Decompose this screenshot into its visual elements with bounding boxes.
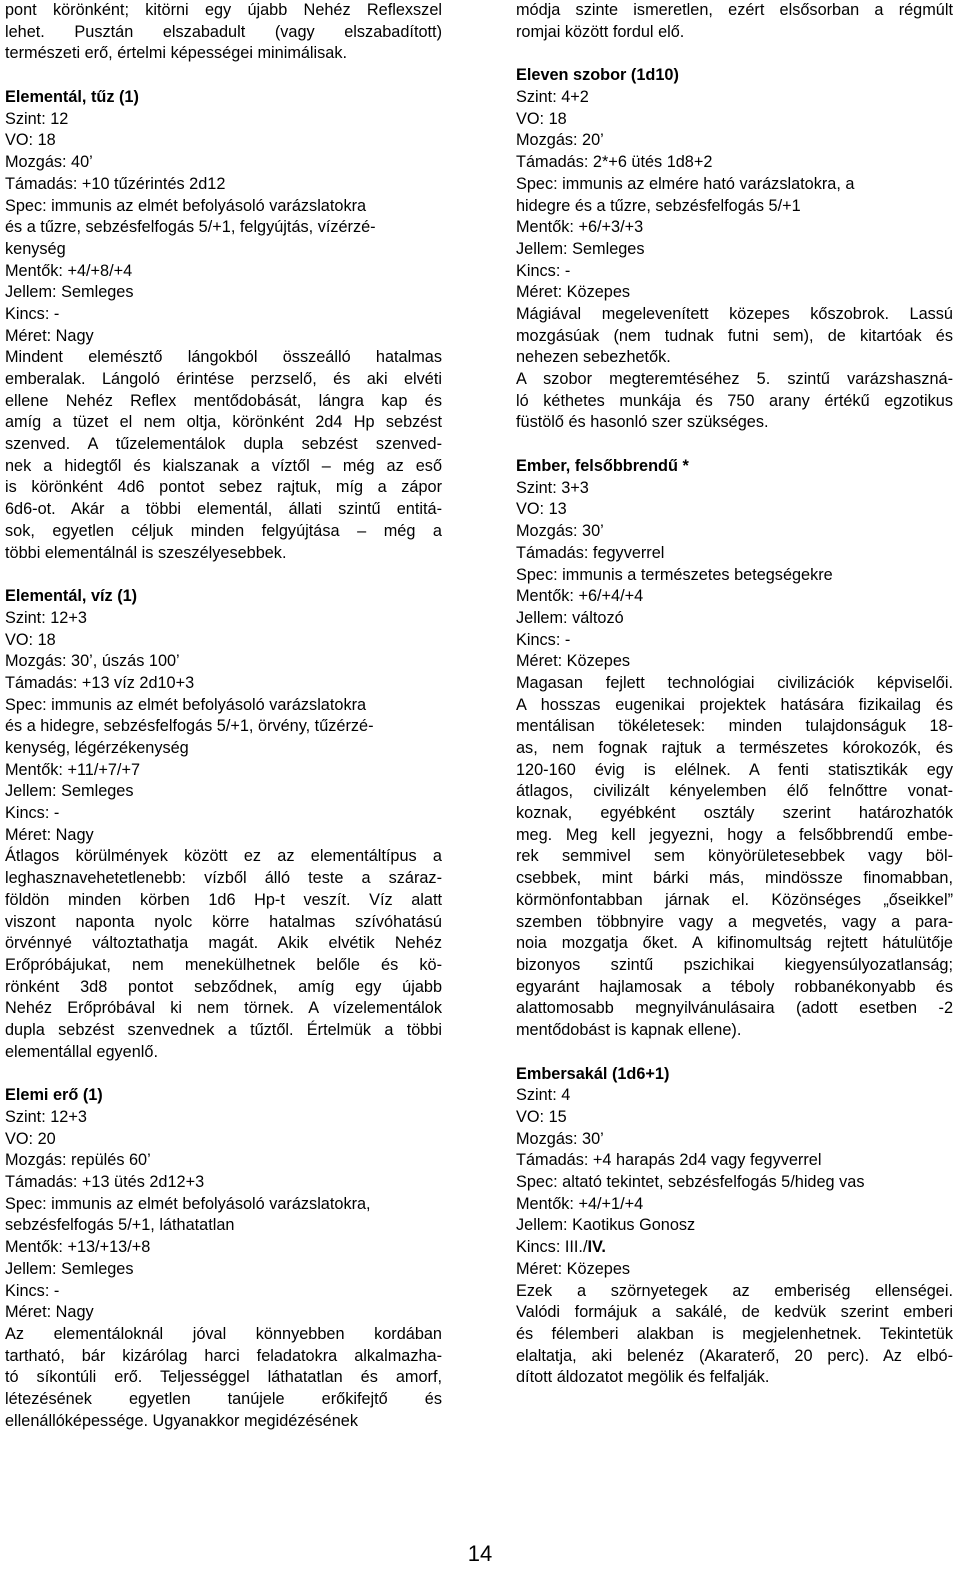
stat-line: Kincs: -: [516, 630, 571, 649]
gap: [5, 564, 442, 586]
stat-line: kenység: [5, 239, 66, 258]
stat-line: Támadás: +10 tűzérintés 2d12: [5, 174, 226, 193]
text-line: rönként 3d8 pontot sebződnek, amíg egy újabb: [5, 977, 442, 996]
text-line: viszont naponta nyolc körre hatalmas szívóhatású: [5, 912, 442, 931]
text-line: sok, egyetlen céljuk minden felgyújtása – még a: [5, 521, 442, 540]
elemental-force-title: Elemi erő (1): [5, 1086, 103, 1105]
stat-line: Méret: Közepes: [516, 652, 631, 671]
stat-line: Jellem: Semleges: [5, 1259, 134, 1278]
stat-line: Spec: immunis az elmét befolyásoló varázslatokra: [5, 196, 367, 215]
text-line: dupla sebzést szenvednek a tűztől. Értelmük a többi: [5, 1020, 442, 1039]
jackal-man-size: Méret: Közepes: [516, 1259, 631, 1278]
left-column: [5, 0, 442, 1432]
water-elemental-title: Elementál, víz (1): [5, 587, 138, 606]
stat-line: VO: 20: [5, 1129, 56, 1148]
elemental-force-description: [5, 1324, 442, 1432]
text-line: Mindent elemésztő lángokból összeálló hatalmas: [5, 348, 442, 367]
text-line: módja szinte ismeretlen, ezért elsősorban a régmúlt: [516, 1, 953, 19]
right-intro-paragraph: [516, 0, 953, 43]
stat-line: Szint: 4: [516, 1086, 571, 1105]
stat-line: Mentők: +11/+7/+7: [5, 760, 141, 779]
text-line: is körönként 4d6 pontot sebez rajtuk, míg a zápor: [5, 478, 442, 497]
stat-line: Támadás: +13 ütés 2d12+3: [5, 1173, 205, 1192]
text-line: A hosszas eugenikai projektek hatására fizikailag és: [516, 695, 953, 714]
text-line: dított áldozatot megölik és felfalják.: [516, 1368, 770, 1387]
stat-line: Mentők: +4/+8/+4: [5, 261, 133, 280]
living-statue-title: Eleven szobor (1d10): [516, 66, 679, 85]
text-line: meg. Meg kell jegyezni, hogy a felsőbbrendű embe-: [516, 825, 953, 844]
stat-line: VO: 18: [5, 131, 56, 150]
stat-line: Támadás: +13 víz 2d10+3: [5, 673, 195, 692]
stat-line: Támadás: fegyverrel: [516, 543, 665, 562]
text-line: szenved. A tűzelementálok dupla sebzést szenved-: [5, 435, 442, 454]
text-line: Átlagos körülmények között ez az elementáltípus a: [5, 847, 442, 866]
text-line: emberalak. Lángoló érintése perzselő, és aki elvéti: [5, 370, 442, 388]
stat-line: Szint: 3+3: [516, 478, 589, 497]
superior-human-stats: [516, 478, 953, 673]
text-line: csebbek, mint bárki más, mindössze finomabban,: [516, 869, 953, 888]
stat-line: Mentők: +6/+3/+3: [516, 218, 644, 237]
stat-line: Mentők: +4/+1/+4: [516, 1194, 644, 1213]
stat-line: Támadás: 2*+6 ütés 1d8+2: [516, 153, 713, 172]
text-line: elementállal egyenlő.: [5, 1042, 158, 1061]
superior-human-description: [516, 673, 953, 1042]
stat-line: Mentők: +6/+4/+4: [516, 587, 644, 606]
text-line: nek a hidegtől és kialszanak a víztől – még az eső: [5, 456, 442, 475]
water-elemental-description: [5, 846, 442, 1063]
stat-line: Spec: immunis az elmét befolyásoló varázslatokra,: [5, 1194, 371, 1213]
stat-line: sebzésfelfogás 5/+1, láthatatlan: [5, 1216, 235, 1235]
stat-line: Méret: Közepes: [516, 283, 631, 302]
page-number: 14: [467, 1541, 493, 1566]
stat-line: Jellem: Semleges: [5, 283, 134, 302]
stat-line: Mentők: +13/+13/+8: [5, 1238, 151, 1257]
text-line: szemben többnyire vagy a megvetés, vagy a para-: [516, 912, 953, 931]
stat-line: Jellem: Kaotikus Gonosz: [516, 1216, 696, 1235]
text-line: nehezen sebezhetők.: [516, 348, 671, 367]
text-line: többi elementálnál is szeszélyesebbek.: [5, 543, 287, 562]
stat-line: Kincs: -: [5, 1281, 60, 1300]
text-line: és félemberi alakban is megjelenhetnek. Tekintetük: [516, 1324, 953, 1343]
stat-line: Kincs: -: [516, 261, 571, 280]
text-line: pont körönként; kitörni egy újabb Nehéz Reflexszel: [5, 1, 442, 19]
text-line: Ezek a szörnyetegek az emberiség ellenségei.: [516, 1281, 953, 1300]
text-line: mozgásúak (nem tudnak futni sem), de kitartóak és: [516, 326, 953, 345]
text-line: rek semmivel sem könyörületesebbek vagy böl-: [516, 847, 953, 866]
jackal-man-treasure: [516, 1237, 953, 1259]
stat-line: VO: 18: [5, 630, 56, 649]
stat-line: Spec: immunis a természetes betegségekre: [516, 565, 833, 584]
stat-line: és a hidegre, sebzésfelfogás 5/+1, örvény, tűzérzé-: [5, 717, 374, 736]
text-line: Valódi formájuk a sakálé, de kedvük szerint emberi: [516, 1303, 953, 1322]
text-line: 6d6-ot. Akár a többi elementál, állati szintű entitá-: [5, 500, 442, 519]
text-line: as, nem fognak rajtuk a természetes kórokozók, és: [516, 739, 953, 757]
text-line: körmönfontabban járnak el. Közönséges „őseikkel”: [516, 890, 953, 909]
text-line: füstölő és hasonló szer szükséges.: [516, 413, 769, 432]
stat-line: Támadás: +4 harapás 2d4 vagy fegyverrel: [516, 1151, 822, 1170]
text-line: örvénnyé változtathatja magát. Akik elvétik Nehéz: [5, 934, 442, 953]
living-statue-stats: [516, 87, 953, 304]
jackal-man-title: Embersakál (1d6+1): [516, 1064, 670, 1083]
text-line: elaltatja, aki belenéz (Akaraterő, 20 perc). Az elbó-: [516, 1346, 953, 1365]
stat-line: Spec: altató tekintet, sebzésfelfogás 5/hideg vas: [516, 1173, 865, 1192]
gap: [516, 434, 953, 456]
jackal-man-treasure-prefix: Kincs: III./: [516, 1238, 588, 1257]
text-line: bizonyos szintű pszichikai kiegyensúlyozatlanság;: [516, 955, 953, 974]
stat-line: Spec: immunis az elmére ható varázslatokra, a: [516, 174, 855, 193]
stat-line: Kincs: -: [5, 304, 60, 323]
text-line: Erőpróbájukat, nem menekülhetnek belőle és kö-: [5, 955, 442, 974]
text-line: átlagos, civilizált kényelemben élő felnőttre vonat-: [516, 782, 953, 801]
text-line: Mágiával megelevenített közepes kőszobrok. Lassú: [516, 304, 953, 323]
text-line: természeti erő, értelmi képességei minimálisak.: [5, 44, 348, 63]
text-line: Az elementáloknál jóval könnyebben kordában: [5, 1324, 442, 1343]
fire-elemental-title: Elementál, tűz (1): [5, 88, 139, 107]
stat-line: Mozgás: 30’, úszás 100’: [5, 652, 180, 671]
text-line: Nehéz Erőpróbával ki nem törnek. A vízelementálok: [5, 999, 442, 1018]
stat-line: Mozgás: 40’: [5, 153, 93, 172]
gap: [516, 1042, 953, 1064]
text-line: földön minden körben 1d6 Hp-t veszít. Víz alatt: [5, 890, 442, 909]
text-line: noia mozgatja őket. A kifinomultság rejtett hátulütője: [516, 934, 953, 953]
stat-line: és a tűzre, sebzésfelfogás 5/+1, felgyújtás, vízérzé-: [5, 218, 376, 237]
stat-line: kenység, légérzékenység: [5, 739, 189, 757]
stat-line: Mozgás: 20’: [516, 131, 604, 150]
text-line: ellene Nehéz Reflex mentődobását, lángra kap és: [5, 391, 442, 410]
stat-line: VO: 13: [516, 500, 567, 519]
stat-line: Méret: Nagy: [5, 1303, 94, 1322]
text-line: mentálisan tökéletesek: minden tulajdonságuk 18-: [516, 717, 953, 736]
text-line: amíg a tüzet el nem oltja, körönként 2d4 Hp sebzést: [5, 413, 442, 432]
gap: [5, 1063, 442, 1085]
stat-line: VO: 18: [516, 109, 567, 128]
text-line: létezésének egyetlen tanújele erőkifejtő és: [5, 1389, 442, 1408]
stat-line: Mozgás: 30’: [516, 1129, 604, 1148]
text-line: tartható, bár kizárólag harci feladatokra alkalmazha-: [5, 1346, 442, 1365]
text-line: romjai között fordul elő.: [516, 22, 685, 41]
text-line: A szobor megteremtéséhez 5. szintű varázshaszná-: [516, 370, 953, 388]
elemental-force-stats: [5, 1107, 442, 1324]
text-line: Magasan fejlett technológiai civilizációk képviselői.: [516, 673, 953, 692]
jackal-man-treasure-bold: IV.: [587, 1238, 606, 1257]
stat-line: Jellem: Semleges: [516, 239, 645, 258]
left-intro-paragraph: [5, 0, 442, 65]
stat-line: Szint: 4+2: [516, 88, 589, 107]
stat-line: Szint: 12+3: [5, 1108, 87, 1126]
jackal-man-stats: [516, 1085, 953, 1237]
stat-line: VO: 15: [516, 1108, 567, 1126]
text-line: egyaránt hajlamosak a téboly robbanékonyabb és: [516, 977, 953, 996]
text-line: alattomosabb megnyilvánulásaira (adott esetben -2: [516, 999, 953, 1018]
text-line: lehet. Pusztán elszabadult (vagy elszabadított): [5, 22, 442, 41]
stat-line: Jellem: változó: [516, 608, 624, 627]
fire-elemental-stats: [5, 109, 442, 348]
stat-line: Mozgás: 30’: [516, 522, 604, 541]
stat-line: Spec: immunis az elmét befolyásoló varázslatokra: [5, 695, 367, 714]
right-column: [516, 0, 953, 1389]
stat-line: Mozgás: repülés 60’: [5, 1151, 151, 1170]
superior-human-title: Ember, felsőbbrendű *: [516, 457, 689, 476]
stat-line: hidegre és a tűzre, sebzésfelfogás 5/+1: [516, 196, 801, 215]
stat-line: Jellem: Semleges: [5, 782, 134, 801]
water-elemental-stats: [5, 608, 442, 847]
stat-line: Méret: Nagy: [5, 326, 94, 345]
gap: [516, 43, 953, 65]
text-line: ló kéthetes munkája és 750 arany értékű egzotikus: [516, 391, 953, 410]
stat-line: Szint: 12+3: [5, 608, 87, 627]
text-line: leghasznavehetetlenebb: vízből álló teste a száraz-: [5, 869, 442, 888]
living-statue-description: [516, 304, 953, 434]
text-line: koznak, egyébként osztály szerint határozhatók: [516, 804, 953, 823]
text-line: tó síkontúli erő. Teljességgel láthatatlan és amorf,: [5, 1368, 442, 1387]
jackal-man-description: [516, 1281, 953, 1389]
text-line: 120-160 évig is elélnek. A fenti statisztikák egy: [516, 760, 953, 779]
stat-line: Kincs: -: [5, 804, 60, 823]
fire-elemental-description: [5, 347, 442, 564]
text-line: mentődobást is kapnak ellene).: [516, 1020, 742, 1039]
stat-line: Szint: 12: [5, 109, 69, 128]
stat-line: Méret: Nagy: [5, 825, 94, 844]
gap: [5, 65, 442, 87]
text-line: ellenállóképessége. Ugyanakkor megidézésének: [5, 1411, 358, 1430]
